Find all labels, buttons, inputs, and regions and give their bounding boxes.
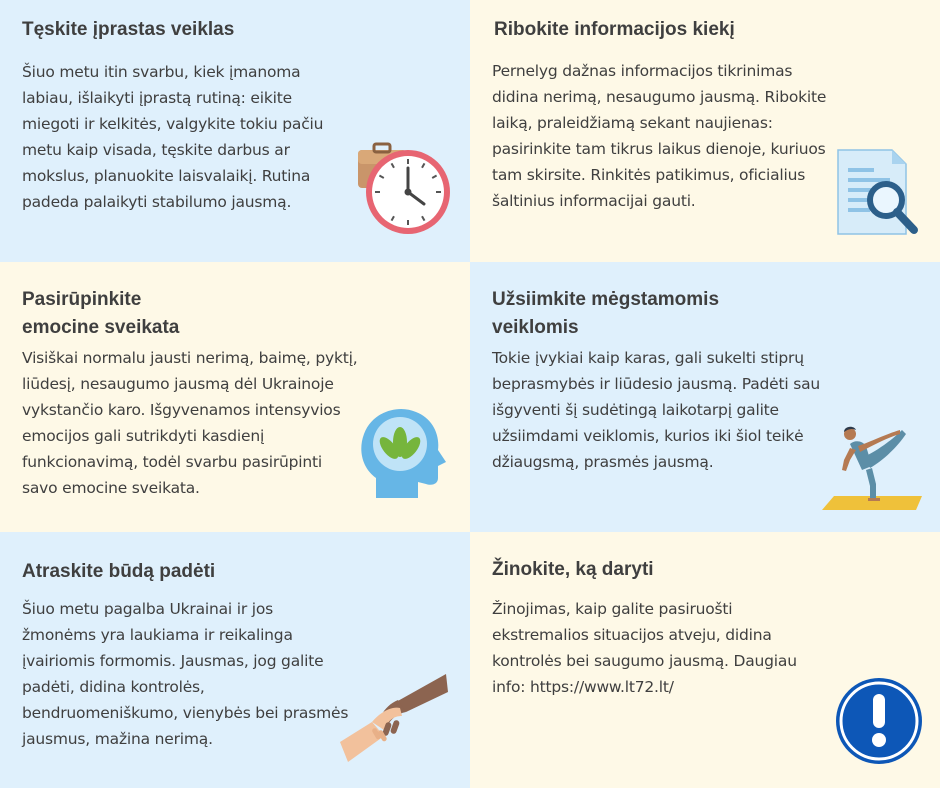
- card-find-way-to-help: [0, 532, 470, 788]
- yoga-person-icon: [820, 416, 928, 512]
- card-know-what-to-do: [470, 532, 940, 788]
- card-title: Ribokite informacijos kiekį: [494, 19, 735, 40]
- card-limit-information: [470, 0, 940, 262]
- card-body: Šiuo metu pagalba Ukrainai ir jos žmonėms yra laukiama ir reikalinga įvairiomis formomis. Jausmas, jog galite padėti, didina kontrolės, bendruomeniškumo, vienybės bei prasmės jausmus, mažina nerimą.: [22, 600, 349, 748]
- document-search-icon: [834, 144, 926, 238]
- card-title: Užsiimkite mėgstamomis veiklomis: [492, 289, 720, 338]
- card-body: Žinojimas, kaip galite pasiruošti ekstremalios situacijos atveju, didina kontrolės bei saugumo jausmą. Daugiau info: https://www.lt72.lt/: [492, 600, 797, 696]
- card-emotional-health: [0, 262, 470, 532]
- helping-hands-icon: [336, 672, 448, 764]
- card-title: Tęskite įprastas veiklas: [22, 19, 235, 40]
- card-title: Atraskite būdą padėti: [22, 561, 216, 582]
- card-routine: [0, 0, 470, 262]
- card-title: Pasirūpinkite emocine sveikata: [22, 289, 180, 338]
- card-title: Žinokite, ką daryti: [492, 559, 654, 580]
- card-body: Tokie įvykiai kaip karas, gali sukelti stiprų beprasmybės ir liūdesio jausmą. Padėti sau išgyventi šį sudėtingą laikotarpį galite užsiimdami veiklomis, kurios iki šiol teikė džiaugsmą, prasmės jausmą.: [492, 349, 821, 471]
- card-favorite-activities: [470, 262, 940, 532]
- card-body: Šiuo metu itin svarbu, kiek įmanoma labiau, išlaikyti įprastą rutiną: eikite miegoti ir kelkitės, valgykite tokiu pačiu metu kaip visada, tęskite darbus ar mokslus, planuokite laisvalaikį. Rutina padeda palaikyti stabilumo jausmą.: [22, 63, 324, 211]
- card-body: Visiškai normalu jausti nerimą, baimę, pyktį, liūdesį, nesaugumo jausmą dėl Ukrainoje vykstančio karo. Išgyvenamos intensyvios emocijos gali sutrikdyti kasdienį funkcionavimą, todėl svarbu pasirūpinti savo emocine sveikata.: [22, 349, 358, 497]
- head-lotus-icon: [356, 402, 448, 502]
- exclamation-icon: [834, 676, 924, 766]
- briefcase-clock-icon: [352, 140, 454, 240]
- card-body: Pernelyg dažnas informacijos tikrinimas didina nerimą, nesaugumo jausmą. Ribokite laiką, praleidžiamą sekant naujienas: pasirinkite tam tikrus laikus dienoje, kuriuos tam skirsite. Rinkitės patikimus, oficialius šaltinius informacijai gauti.: [492, 62, 827, 210]
